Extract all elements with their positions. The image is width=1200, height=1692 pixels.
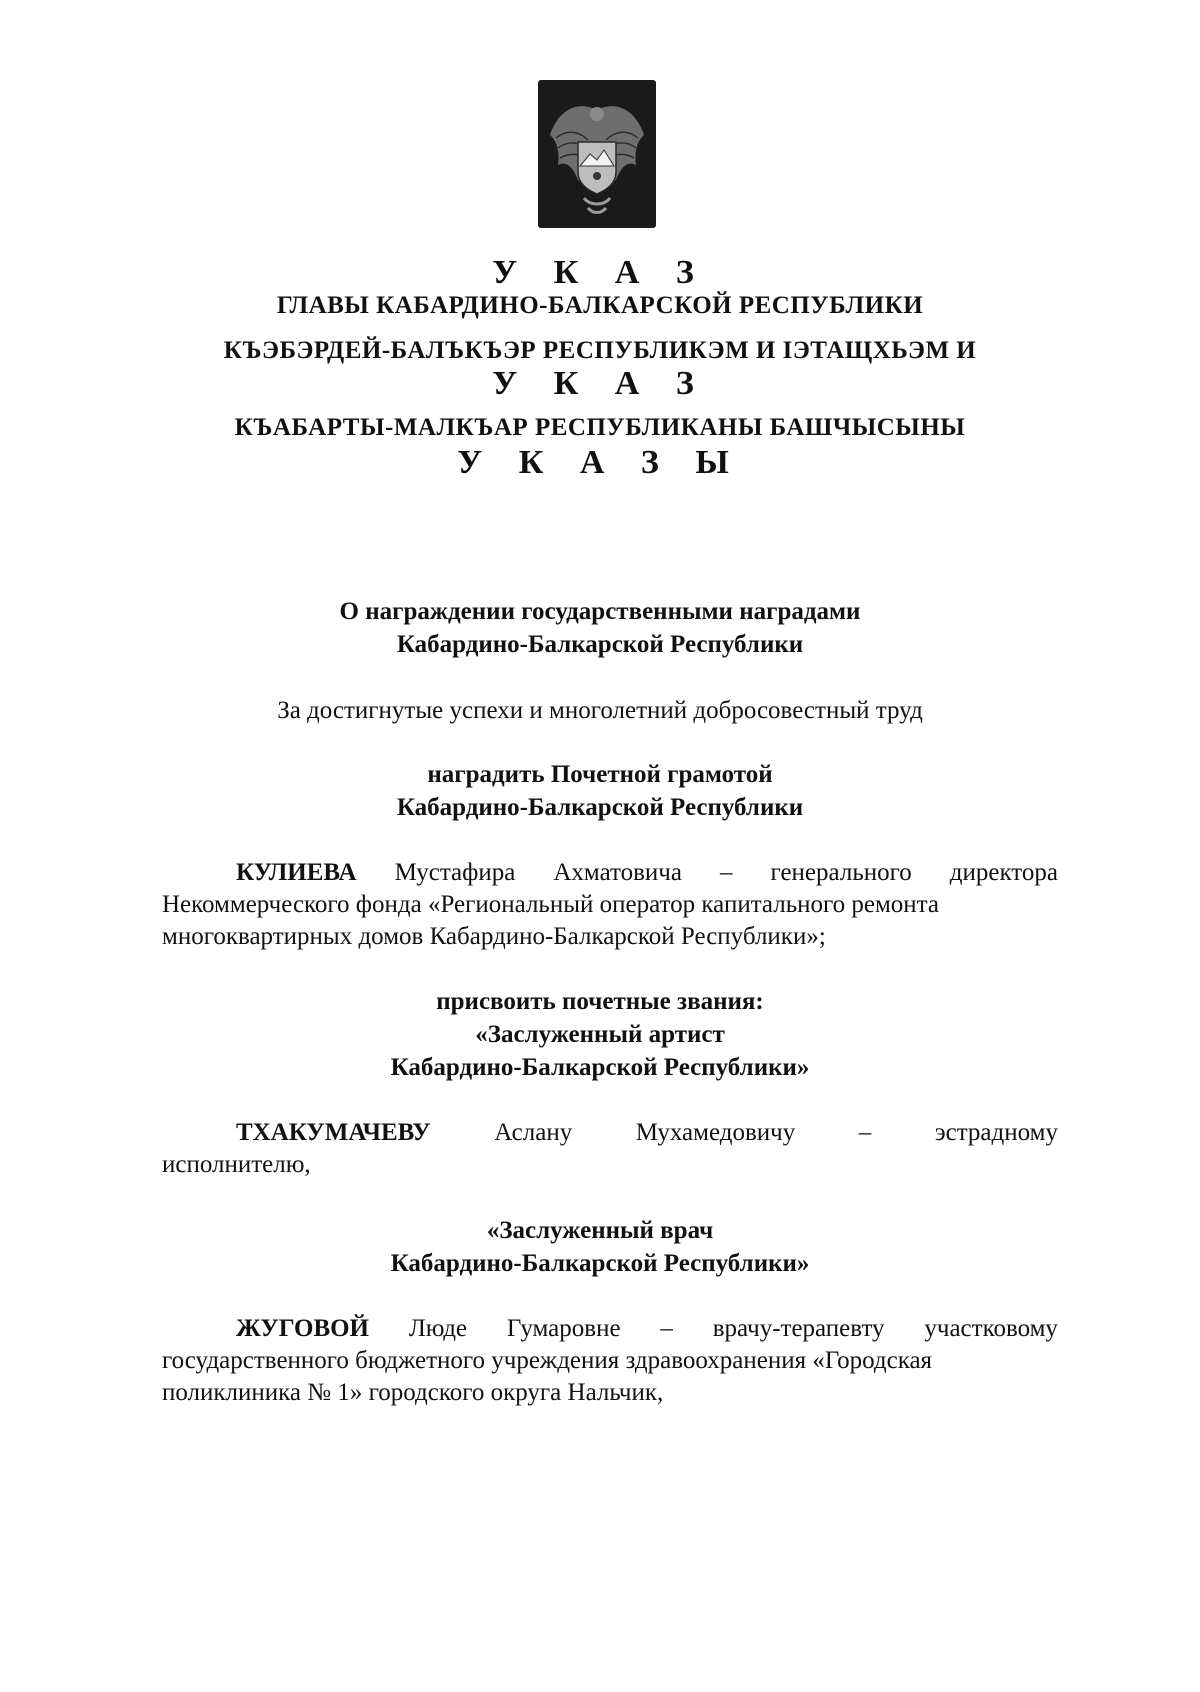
titles-heading-3: Кабардино-Балкарской Республики» [390, 1054, 810, 1081]
doctor-heading-2: Кабардино-Балкарской Республики» [390, 1250, 810, 1277]
award-kuliev-line-3: многоквартирных домов Кабардино-Балкарской Республики»; [162, 923, 826, 950]
decree-title-ru: У К А З [492, 254, 708, 291]
word: Ахматовича [553, 859, 682, 886]
subject-line-2: Кабардино-Балкарской Республики [396, 631, 804, 658]
word: эстрадному [934, 1119, 1058, 1146]
decree-title-bal: У К А З Ы [457, 444, 743, 481]
head-title-kab: КЪЭБЭРДЕЙ-БАЛЪКЪЭР РЕСПУБЛИКЭМ И IЭТАЩХЬЭМ И [223, 337, 977, 364]
gramota-heading-1: наградить Почетной грамотой [427, 761, 773, 788]
word: генерального [770, 859, 912, 886]
award-tkhakumachev-line-2: исполнителю, [162, 1151, 311, 1178]
titles-heading-1: присвоить почетные звания: [436, 988, 764, 1015]
word: директора [949, 859, 1058, 886]
award-tkhakumachev [162, 1117, 1058, 1181]
award-zhugova-line-3: поликлиника № 1» городского округа Нальчик, [162, 1379, 664, 1406]
word: Люде [408, 1315, 468, 1342]
award-kuliev-line-1 [162, 857, 1058, 889]
surname-zhugova: ЖУГОВОЙ [236, 1315, 370, 1342]
doctor-heading-1: «Заслуженный врач [486, 1217, 714, 1244]
word: Мустафира [394, 859, 516, 886]
dash: – [858, 1119, 872, 1146]
dash: – [720, 859, 733, 886]
coat-of-arms-icon [538, 80, 656, 228]
dash: – [660, 1315, 673, 1342]
subject-line-1: О награждении государственными наградами [339, 598, 861, 625]
award-kuliev [162, 857, 1058, 953]
surname-tkhakumachev: ТХАКУМАЧЕВУ [236, 1119, 431, 1146]
head-title-ru: ГЛАВЫ КАБАРДИНО-БАЛКАРСКОЙ РЕСПУБЛИКИ [276, 292, 924, 319]
award-zhugova-line-2: государственного бюджетного учреждения здравоохранения «Городская [162, 1347, 933, 1374]
award-kuliev-line-2: Некоммерческого фонда «Региональный оператор капитального ремонта [162, 891, 940, 918]
titles-heading-2: «Заслуженный артист [475, 1021, 725, 1048]
award-tkhakumachev-line-1 [162, 1117, 1058, 1149]
word: Аслану [494, 1119, 573, 1146]
preamble: За достигнутые успехи и многолетний добросовестный труд [277, 697, 923, 724]
award-zhugova-line-1 [162, 1313, 1058, 1345]
award-zhugova [162, 1313, 1058, 1409]
word: врачу-терапевту [712, 1315, 885, 1342]
word: Мухамедовичу [635, 1119, 796, 1146]
word: участковому [924, 1315, 1058, 1342]
gramota-heading-2: Кабардино-Балкарской Республики [396, 794, 804, 821]
decree-title-kab: У К А З [492, 365, 708, 402]
word: Гумаровне [506, 1315, 621, 1342]
surname-kuliev: КУЛИЕВА [236, 859, 357, 886]
head-title-bal: КЪАБАРТЫ-МАЛКЪАР РЕСПУБЛИКАНЫ БАШЧЫСЫНЫ [234, 414, 966, 441]
